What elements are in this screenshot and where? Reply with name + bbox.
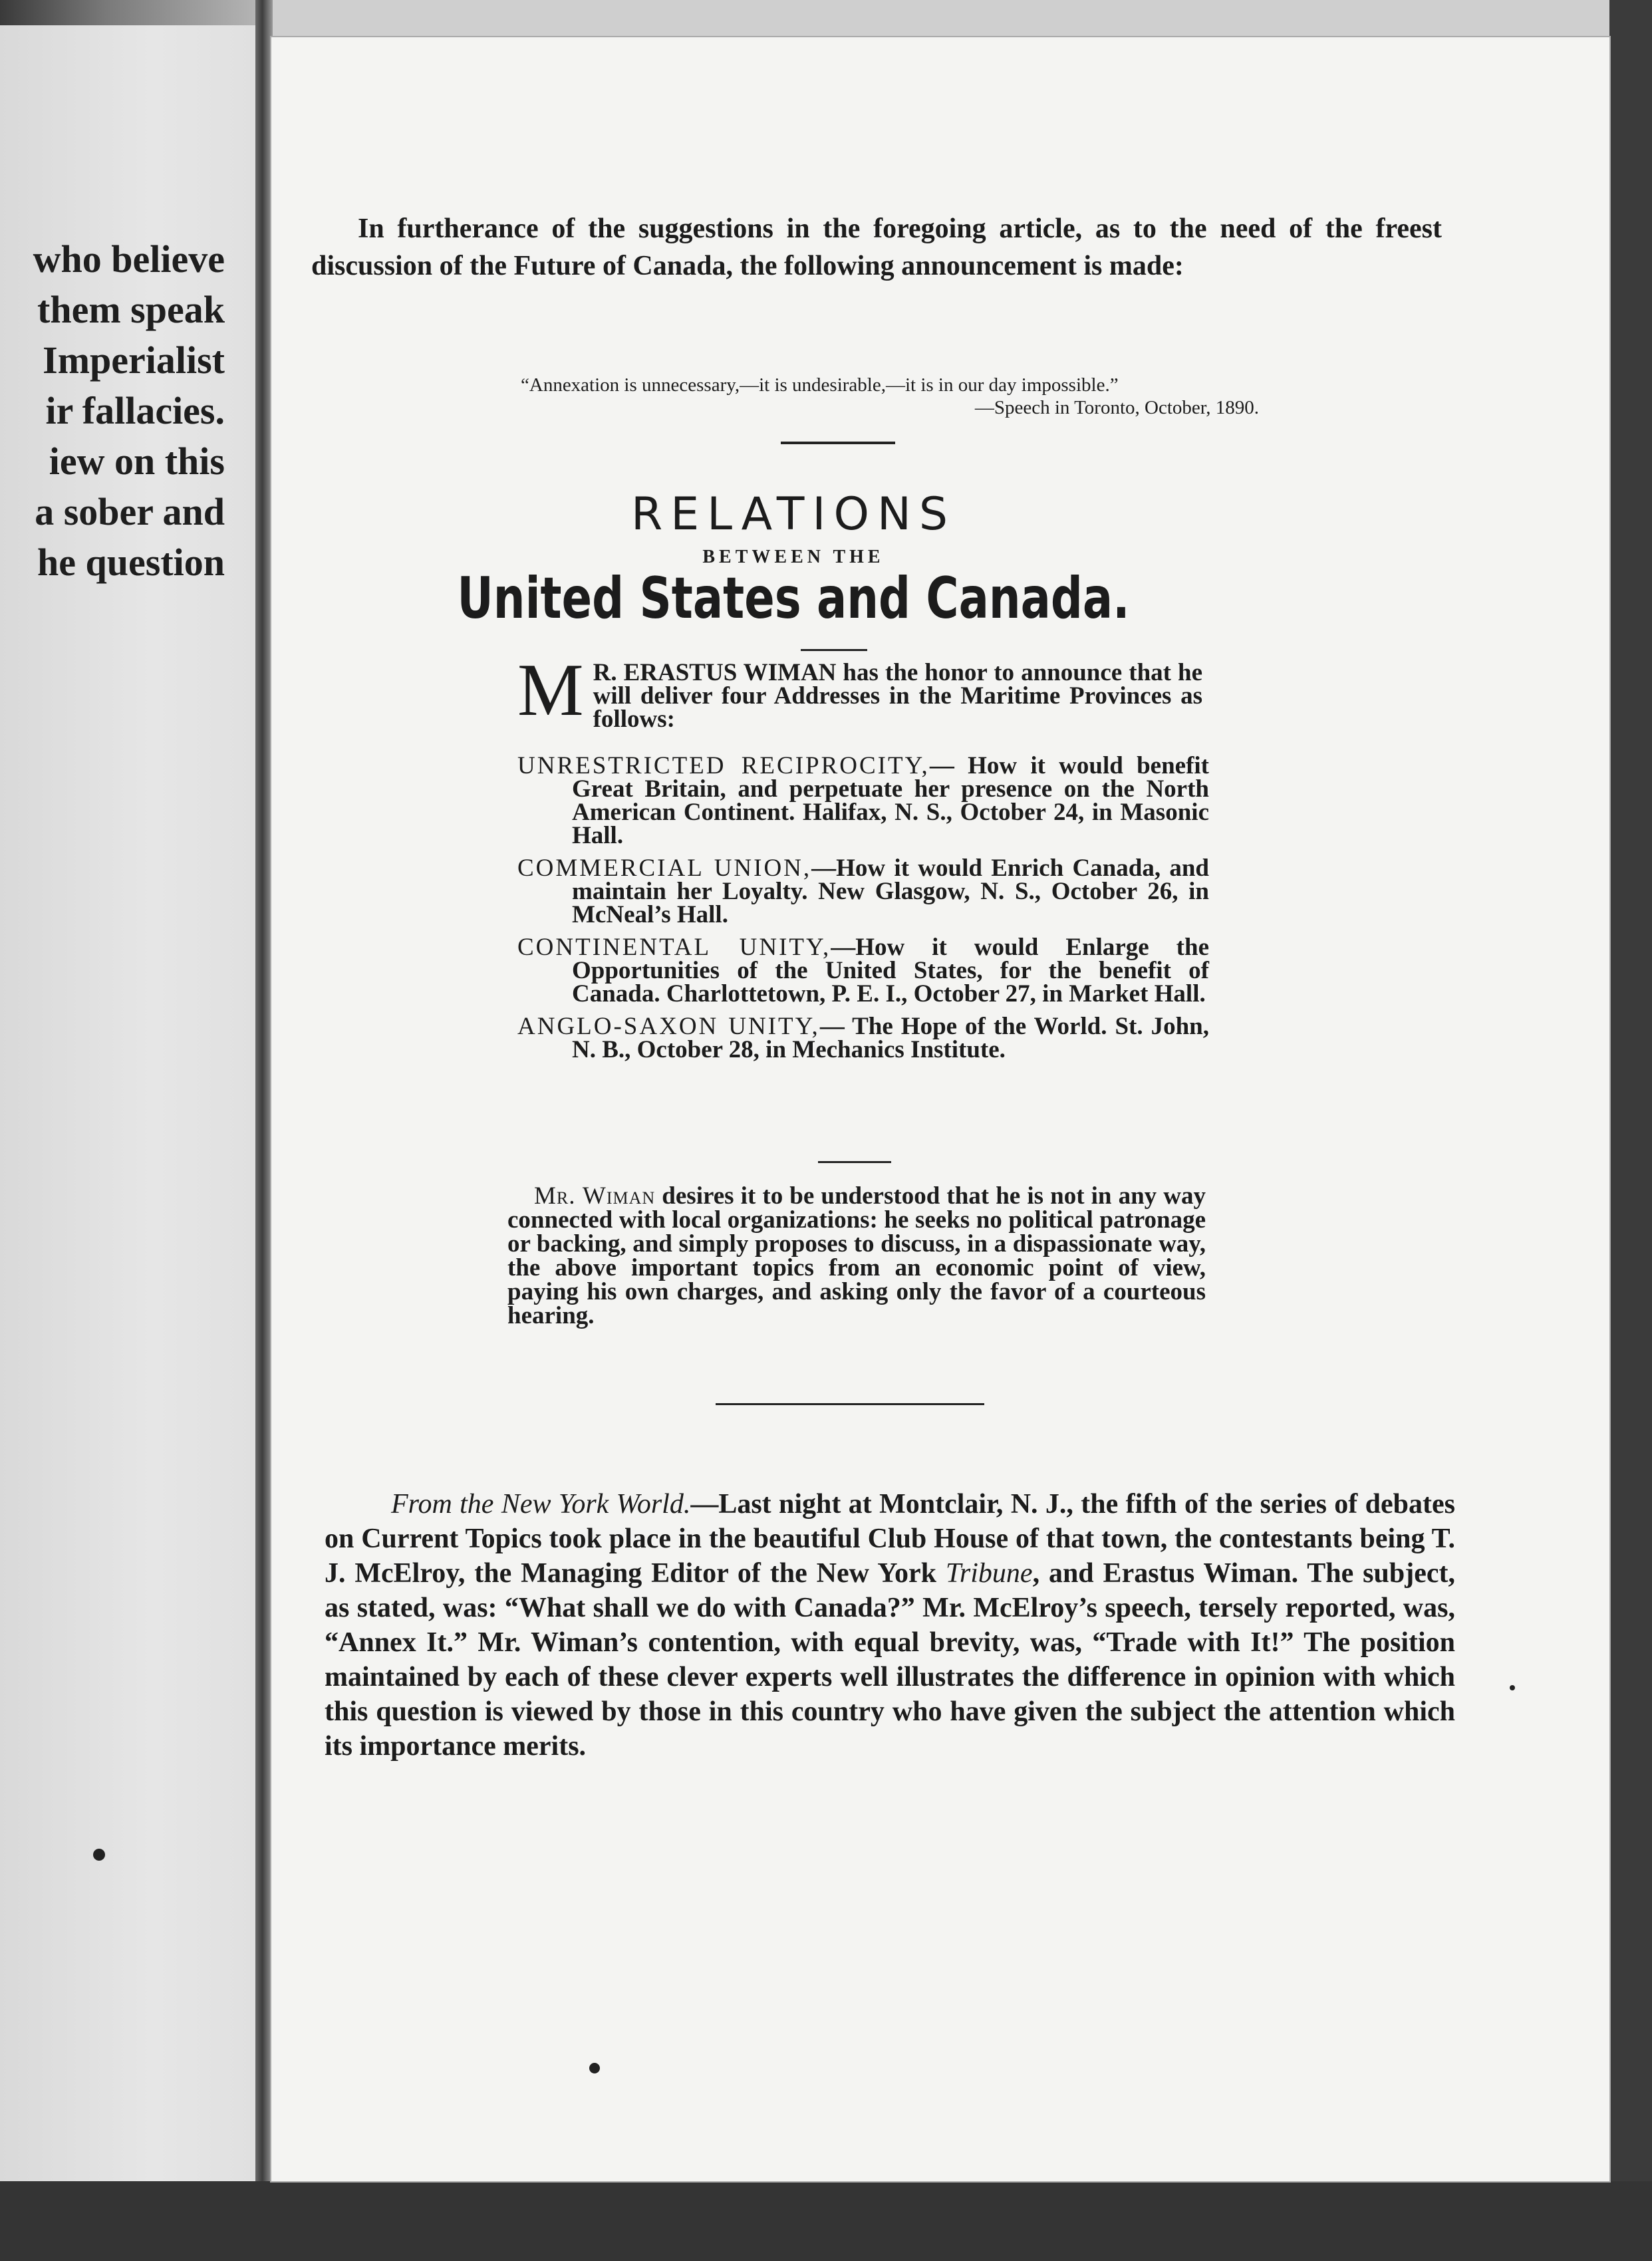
left-line: ir fallacies. <box>45 389 225 432</box>
scan-top-edge <box>0 0 266 25</box>
document-page <box>271 37 1609 2181</box>
page-gutter <box>255 0 273 2181</box>
lecture-topic: COMMERCIAL UNION, <box>517 855 812 882</box>
world-excerpt <box>325 1487 1455 1764</box>
lecture-topic: CONTINENTAL UNITY, <box>517 934 831 961</box>
lecture-item <box>517 936 1209 1005</box>
lecture-detail: — The Hope of the World. St. John, N. B., October 28, in Mechanics Institute. <box>572 1013 1209 1063</box>
dropcap: M <box>517 649 584 732</box>
lecture-item <box>517 1015 1209 1061</box>
world-text-2: , and Erastus Wiman. The subject, as stated, was: “What shall we do with Canada?” Mr. McElroy’s speech, tersely reported, was, “Annex It.” Mr. Wiman’s contention, with equal brevity, was, “Trade with It!” The position maintained by each of these clever experts well illustrates the difference in opinion with which this question is viewed by those in this country who have given the subject the attention which its importance merits. <box>325 1558 1455 1762</box>
lecture-list <box>517 754 1209 1071</box>
left-line: he question <box>37 541 225 584</box>
scan-bottom-edge <box>0 2181 1652 2261</box>
left-line: a sober and <box>35 490 225 533</box>
epigraph <box>521 374 1266 419</box>
notice-name: Mr. Wiman <box>534 1182 656 1210</box>
notice-text: desires it to be understood that he is not in any way connected with local organizations: he seeks no political patronage or backing, and simply proposes to discuss, in a dispassionate way, the above important topics from an economic point of view, paying his own charges, and asking only the favor of a courteous hearing. <box>507 1182 1206 1329</box>
lecture-detail: — How it would benefit Great Britain, and perpetuate her presence on the North American Continent. Halifax, N. S., October 24, in Masonic Hall. <box>572 752 1209 849</box>
left-line: iew on this <box>49 440 225 483</box>
heading-between: BETWEEN THE <box>702 547 885 567</box>
lecture-detail: —How it would Enlarge the Opportunities of the United States, for the benefit of Canada. Charlottetown, P. E. I., October 27, in Market Hall. <box>572 934 1209 1007</box>
announcement-text: R. ERASTUS WIMAN has the honor to announce that he will deliver four Addresses in the Maritime Provinces as follows: <box>593 659 1202 733</box>
scan-speck <box>93 1849 105 1861</box>
lecture-topic: UNRESTRICTED RECIPROCITY, <box>517 752 930 779</box>
divider-rule <box>781 442 895 444</box>
section-rule <box>716 1403 984 1405</box>
left-line: them speak <box>37 288 225 331</box>
left-line: who believe <box>33 237 225 281</box>
lecture-item <box>517 754 1209 847</box>
epigraph-source: —Speech in Toronto, October, 1890. <box>974 397 1259 418</box>
world-tribune: Tribune <box>945 1558 1033 1589</box>
scan-right-edge <box>1609 0 1652 2261</box>
world-text-1: —Last night at Montclair, N. J., the fifth of the series of debates on Current Topics took place in the beautiful Club House of that town, the contestants being T. J. McElroy, the Managing Editor of the New York <box>325 1489 1455 1589</box>
announcement <box>517 649 1202 733</box>
lecture-item <box>517 857 1209 926</box>
intro-paragraph: In furtherance of the suggestions in the foregoing article, as to the need of the freest discussion of the Future of Canada, the following announcement is made: <box>311 213 1442 281</box>
divider-rule <box>801 649 867 651</box>
left-page-edge <box>0 0 255 2261</box>
world-source: From the New York World. <box>391 1489 691 1520</box>
left-line: Imperialist <box>43 338 225 382</box>
divider-rule <box>818 1161 891 1163</box>
left-page-text-fragment <box>0 234 225 588</box>
heading-countries: United States and Canada. <box>457 565 1130 632</box>
lecture-topic: ANGLO-SAXON UNITY, <box>517 1013 820 1040</box>
lecture-detail: —How it would Enrich Canada, and maintain her Loyalty. New Glasgow, N. S., October 26, in McNeal’s Hall. <box>572 855 1209 928</box>
scan-speck <box>1510 1685 1515 1690</box>
epigraph-quote: “Annexation is unnecessary,—it is undesirable,—it is in our day impossible.” <box>521 374 1119 396</box>
heading-relations: RELATIONS <box>630 488 956 541</box>
notice-paragraph <box>507 1184 1206 1328</box>
scan-speck <box>589 2063 600 2073</box>
